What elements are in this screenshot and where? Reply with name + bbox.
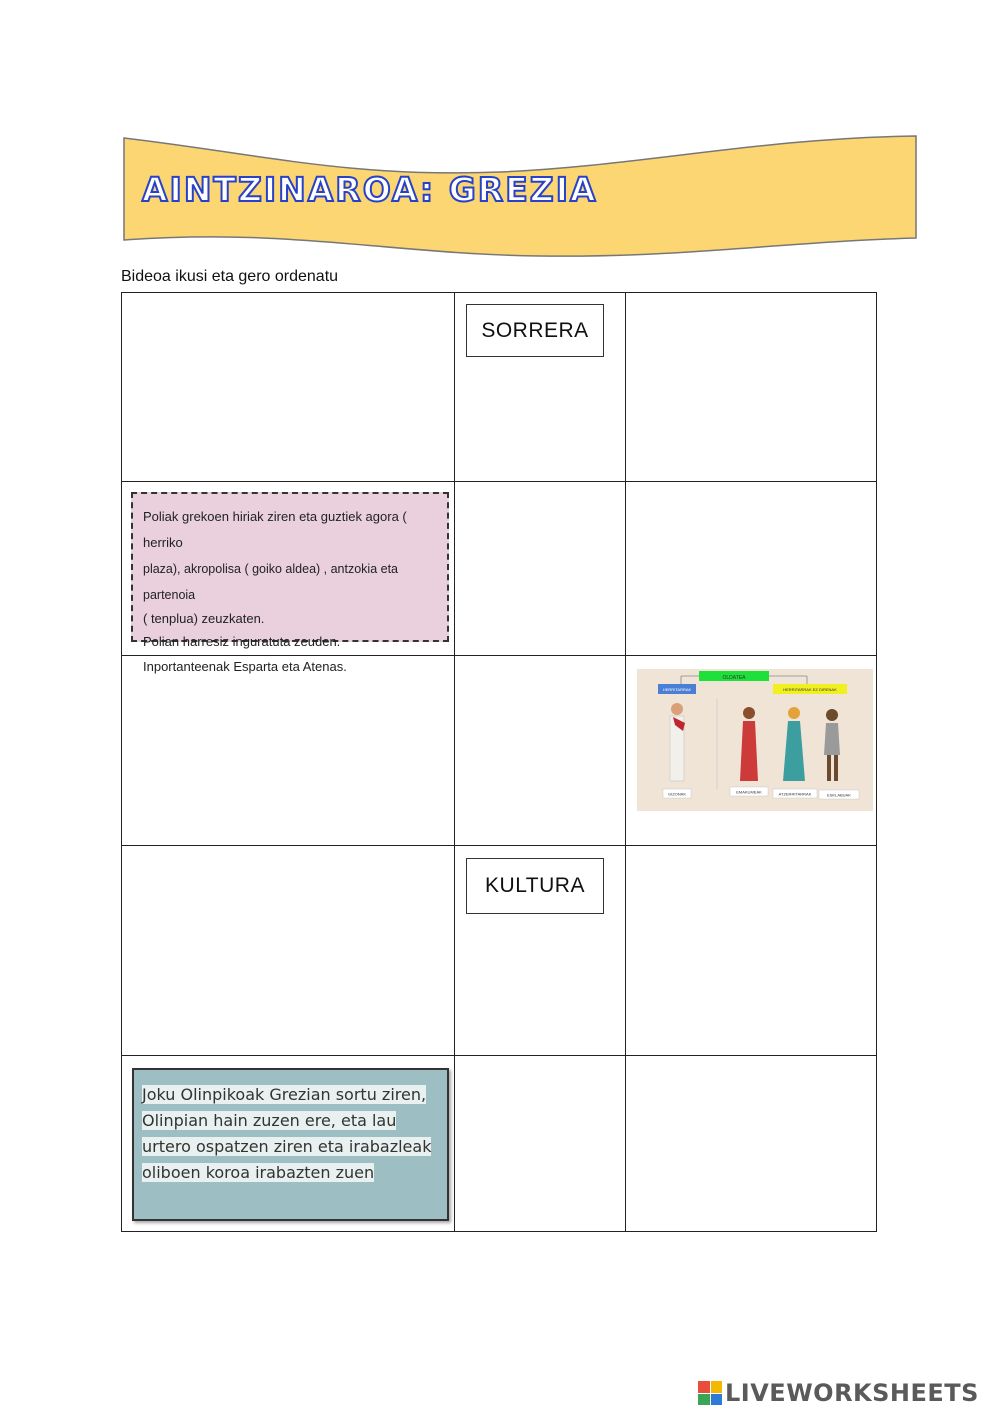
greek-society-image[interactable]	[637, 669, 873, 811]
poliak-line: Poliak grekoen hiriak ziren eta guztiek agora ( herriko	[143, 509, 407, 550]
drop-cell-r3-c1[interactable]	[122, 656, 454, 845]
liveworksheets-logo	[698, 1378, 979, 1408]
olinpiak-line: urtero ospatzen ziren eta irabazleak	[142, 1137, 432, 1156]
brand-name: LIVEWORKSHEETS	[725, 1379, 979, 1407]
worksheet-table	[121, 292, 877, 1232]
figure-label: GIZONAK	[667, 791, 687, 797]
page-title: AINTZINAROA: GREZIA	[142, 170, 598, 209]
figure-label: ESKLABUAK	[827, 792, 851, 798]
poliak-line: ( tenplua) zeuzkaten.	[143, 611, 265, 626]
poliak-card[interactable]	[131, 492, 449, 674]
drop-cell-r4-c3[interactable]	[626, 846, 878, 1055]
instruction-text: Bideoa ikusi eta gero ordenatu	[121, 268, 339, 285]
kultura-label[interactable]: KULTURA	[466, 858, 604, 914]
poliak-line: plaza), akropolisa ( goiko aldea) , antzokia eta partenoia	[143, 562, 399, 602]
drop-cell-r5-c2[interactable]	[455, 1056, 625, 1231]
drop-cell-r4-c1[interactable]	[122, 846, 454, 1055]
sorrera-label[interactable]: SORRERA	[466, 304, 604, 357]
olinpiak-line: Joku Olinpikoak Grezian sortu ziren,	[142, 1085, 427, 1104]
drop-cell-r5-c3[interactable]	[626, 1056, 878, 1231]
figure-label: ATZERRITARRAK	[778, 791, 812, 797]
society-left-label: HERRITARRAK	[662, 687, 692, 692]
drop-cell-r3-c2[interactable]	[455, 656, 625, 845]
drop-cell-r2-c2[interactable]	[455, 482, 625, 655]
drop-cell-r1-c1[interactable]	[122, 293, 454, 481]
drop-cell-r2-c3[interactable]	[626, 482, 878, 655]
olinpiak-line: Olinpian hain zuzen ere, eta lau	[142, 1111, 397, 1130]
society-illustration	[637, 669, 873, 811]
society-right-label: HERRITARRAK EZ DIRENAK	[783, 687, 837, 692]
olinpiak-card[interactable]	[132, 1068, 449, 1221]
figure-label: EMAKUMEAK	[736, 789, 762, 795]
liveworksheets-logo-icon	[698, 1381, 722, 1405]
poliak-line: Inportanteenak Esparta eta Atenas.	[143, 659, 347, 674]
drop-cell-r1-c3[interactable]	[626, 293, 878, 481]
olinpiak-line: oliboen koroa irabazten zuen	[142, 1163, 375, 1182]
society-top-label: OLDATEA	[722, 675, 746, 681]
poliak-line: Polian harresiz inguratuta zeuden.	[143, 634, 341, 649]
